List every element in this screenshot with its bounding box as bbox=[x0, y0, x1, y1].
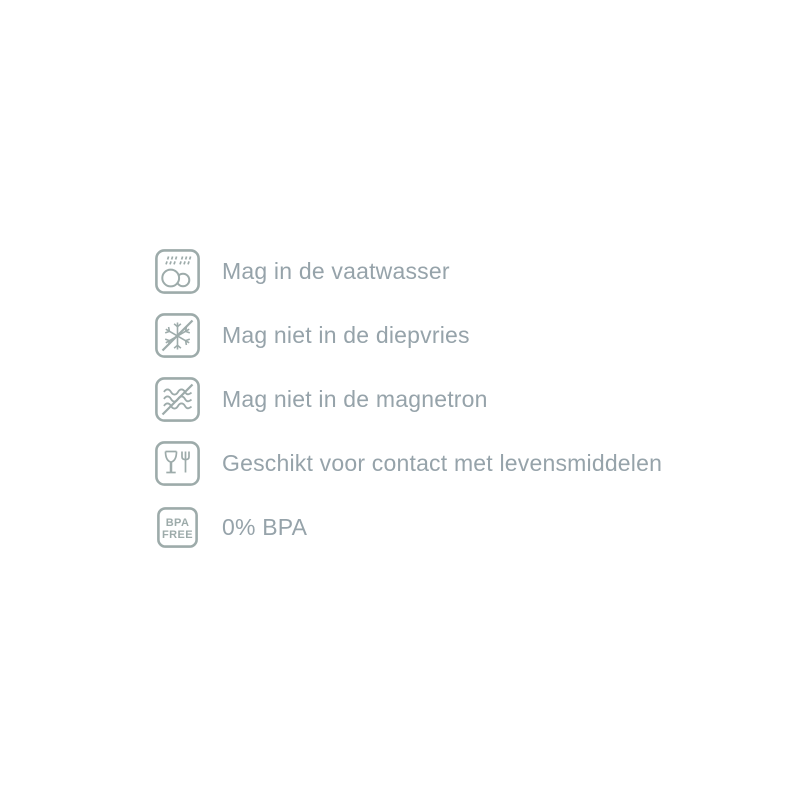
feature-row bbox=[155, 377, 662, 422]
dishwasher-safe-icon bbox=[155, 249, 200, 294]
bpa-icon-text-line1: BPA bbox=[165, 516, 190, 529]
feature-row bbox=[155, 441, 662, 486]
food-contact-safe-icon bbox=[155, 441, 200, 486]
feature-row bbox=[155, 249, 662, 294]
feature-row bbox=[155, 505, 662, 550]
feature-label: Mag niet in de magnetron bbox=[222, 386, 488, 412]
freezer-unsafe-icon bbox=[155, 313, 200, 358]
feature-label: 0% BPA bbox=[222, 514, 308, 540]
feature-label: Mag niet in de diepvries bbox=[222, 322, 470, 348]
microwave-unsafe-icon bbox=[155, 377, 200, 422]
feature-label: Mag in de vaatwasser bbox=[222, 258, 450, 284]
feature-label: Geschikt voor contact met levensmiddelen bbox=[222, 450, 663, 476]
feature-row bbox=[155, 313, 662, 358]
bpa-icon-text-line2: FREE bbox=[162, 529, 193, 542]
product-feature-list bbox=[155, 249, 662, 569]
bpa-free-icon bbox=[155, 505, 200, 550]
